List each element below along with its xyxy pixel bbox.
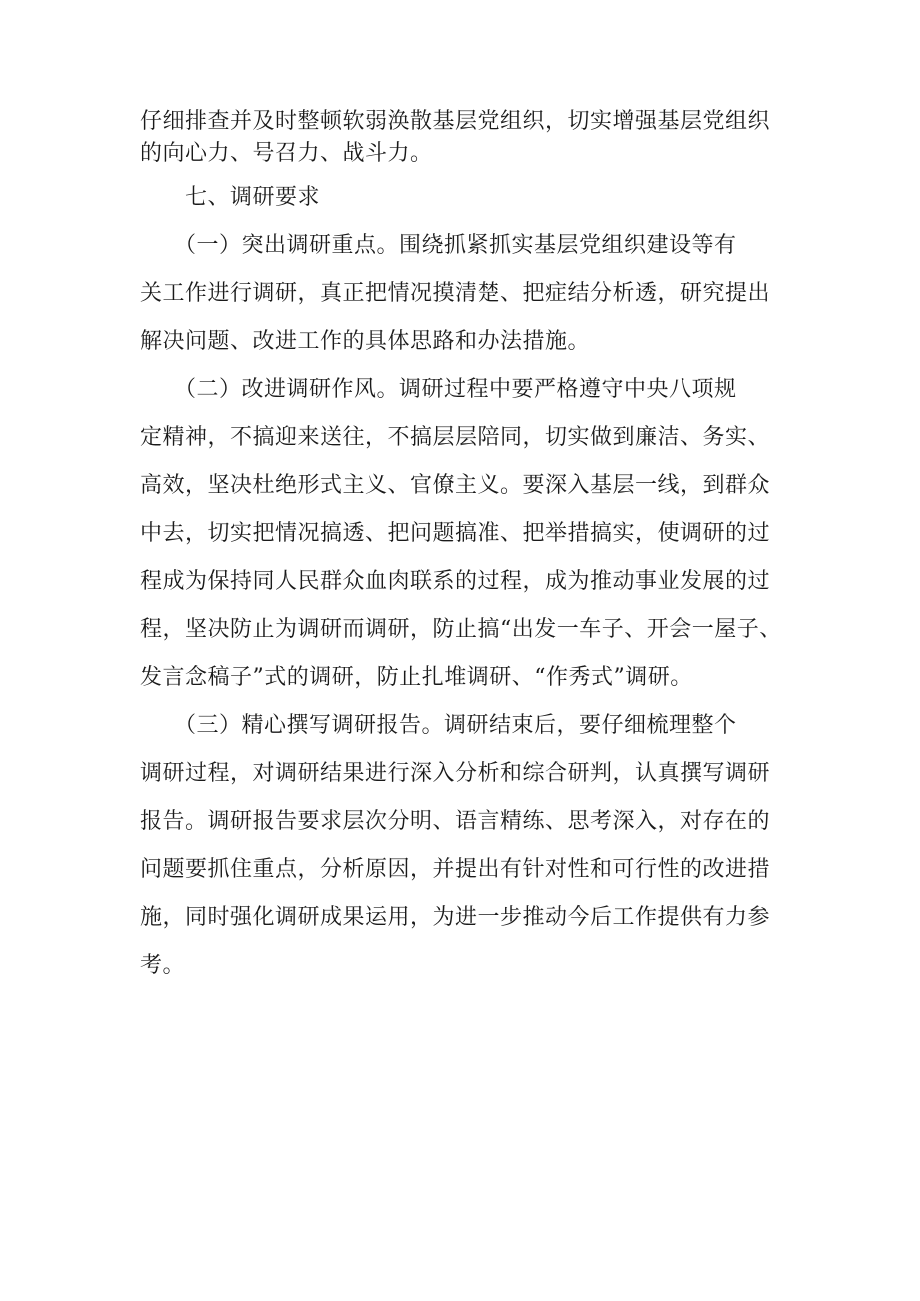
continuation-paragraph	[140, 106, 790, 170]
text-line: 考。	[140, 953, 186, 978]
text-line: 中去，切实把情况搞透、把问题搞准、把举措搞实，使调研的过	[140, 521, 771, 546]
text-line: （一）突出调研重点。围绕抓紧抓实基层党组织建设等有	[140, 233, 737, 258]
text-line: 的向心力、号召力、战斗力。	[140, 141, 433, 166]
text-line: 报告。调研报告要求层次分明、语言精练、思考深入，对存在的	[140, 809, 771, 834]
text-line: （三）精心撰写调研报告。调研结束后，要仔细梳理整个	[140, 713, 737, 738]
heading-text: 七、调研要求	[140, 185, 321, 210]
text-line: 高效，坚决杜绝形式主义、官僚主义。要深入基层一线，到群众	[140, 473, 771, 498]
text-line: 程成为保持同人民群众血肉联系的过程，成为推动事业发展的过	[140, 569, 771, 594]
text-line: 关工作进行调研，真正把情况摸清楚、把症结分析透，研究提出	[140, 281, 771, 306]
text-line: 施，同时强化调研成果运用，为进一步推动今后工作提供有力参	[140, 905, 771, 930]
text-line: 调研过程，对调研结果进行深入分析和综合研判，认真撰写调研	[140, 761, 771, 786]
text-line: 仔细排查并及时整顿软弱涣散基层党组织，切实增强基层党组织	[140, 109, 771, 134]
text-line: （二）改进调研作风。调研过程中要严格遵守中央八项规	[140, 377, 737, 402]
text-line: 程，坚决防止为调研而调研，防止搞“出发一车子、开会一屋子、	[140, 617, 782, 642]
text-line: 解决问题、改进工作的具体思路和办法措施。	[140, 329, 591, 354]
text-line: 定精神，不搞迎来送往，不搞层层陪同，切实做到廉洁、务实、	[140, 425, 771, 450]
text-line: 问题要抓住重点，分析原因，并提出有针对性和可行性的改进措	[140, 857, 771, 882]
paragraph-report	[140, 702, 790, 990]
text-line: 发言念稿子”式的调研，防止扎堆调研、“作秀式”调研。	[140, 665, 693, 690]
paragraph-focus	[140, 222, 790, 366]
section-heading	[140, 174, 790, 222]
paragraph-style	[140, 366, 790, 702]
